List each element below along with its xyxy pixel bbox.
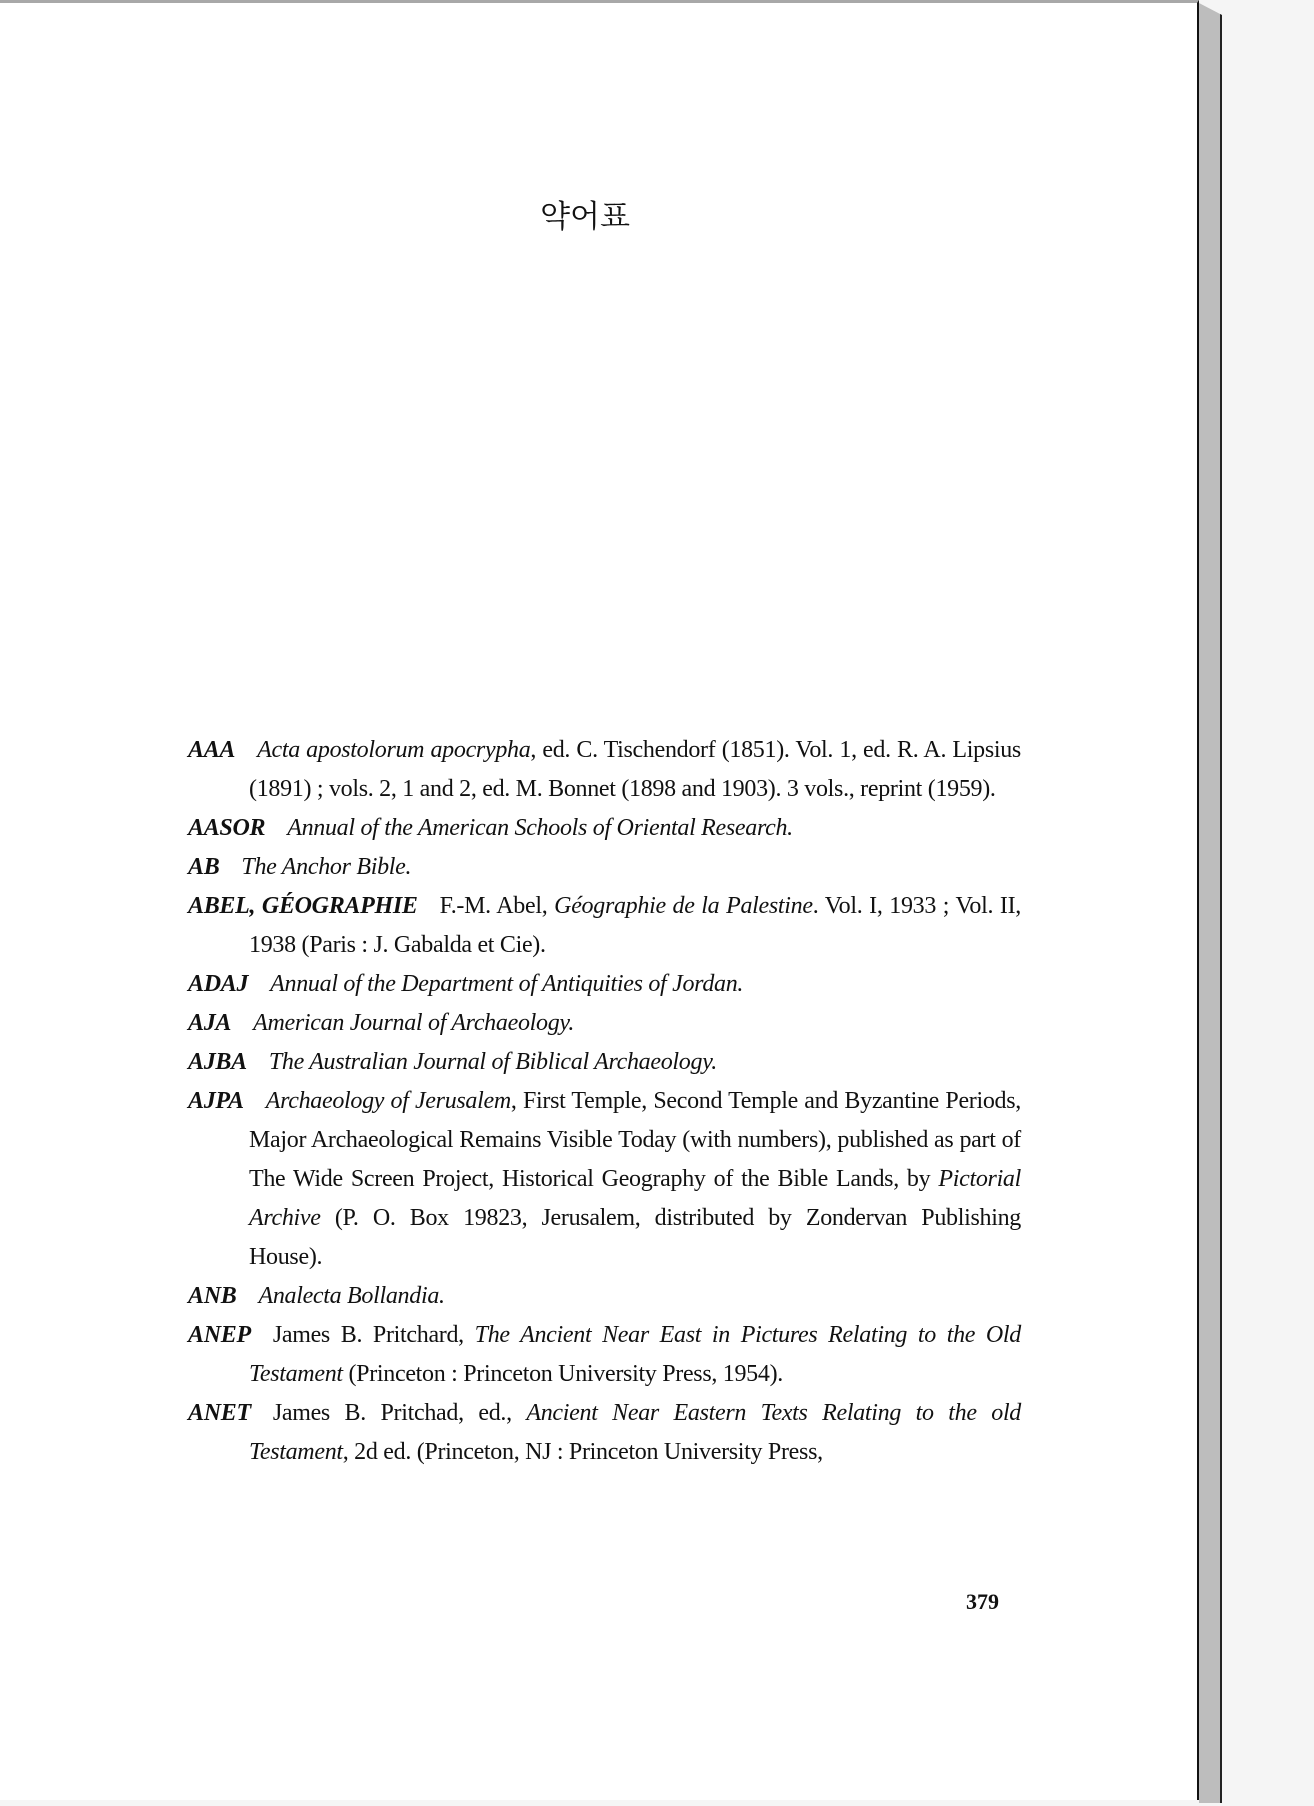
entry-text: . Vol. I, 1933 ; Vol. II, 1938 (Paris : J. Gabalda et Cie). — [249, 893, 1021, 958]
entry-text: , ed. C. Tischendorf (1851). Vol. 1, ed. R. A. Lipsius (1891) ; vols. 2, 1 and 2, ed. M. Bonnet (1898 and 1903). 3 vols., reprint (1959). — [249, 737, 1021, 802]
abbreviation-entry — [188, 1043, 1021, 1082]
abbreviation-term: AJA — [188, 1010, 232, 1036]
entry-title-text: Annual of the American Schools of Oriental Research. — [287, 815, 793, 841]
abbreviation-entry — [188, 887, 1021, 965]
entry-title-text: Analecta Bollandia. — [258, 1283, 445, 1309]
entry-title-text: Ancient Near Eastern Texts Relating to the old Testament — [249, 1400, 1022, 1465]
abbreviation-entry — [188, 731, 1021, 809]
entry-text: (Princeton : Princeton University Press, 1954). — [342, 1361, 783, 1387]
entry-title-text: Géographie de la Palestine — [554, 893, 813, 919]
entry-title-text: Acta apostolorum apocrypha — [257, 737, 531, 763]
abbreviation-term: AAA — [188, 737, 236, 763]
abbreviation-entry — [188, 1004, 1021, 1043]
entry-title-text: Archaeology of Jerusalem — [265, 1088, 511, 1114]
entry-title-text: Pictorial Archive — [249, 1166, 1021, 1231]
abbreviation-entry — [188, 1394, 1021, 1472]
abbreviation-entry — [188, 1082, 1021, 1277]
abbreviation-term: ABEL, GÉOGRAPHIE — [188, 893, 418, 919]
abbreviation-entry — [188, 809, 1021, 848]
entry-text: F.-M. Abel, — [439, 893, 555, 919]
abbreviation-list — [188, 731, 1021, 1472]
entry-title-text: The Anchor Bible. — [241, 854, 412, 880]
abbreviation-term: AASOR — [188, 815, 266, 841]
entry-title-text: The Ancient Near East in Pictures Relating to the Old Testament — [249, 1322, 1022, 1387]
entry-text: (P. O. Box 19823, Jerusalem, distributed by Zondervan Publishing House). — [249, 1205, 1021, 1270]
page-number: 379 — [966, 1589, 999, 1614]
entry-title-text: American Journal of Archaeology. — [253, 1010, 575, 1036]
abbreviation-term: ANET — [188, 1400, 251, 1426]
abbreviation-term: AB — [188, 854, 220, 880]
abbreviation-entry — [188, 848, 1021, 887]
abbreviation-term: ANB — [188, 1283, 237, 1309]
entry-title-text: Annual of the Department of Antiquities of Jordan. — [270, 971, 744, 997]
page-edge — [1199, 3, 1222, 1803]
abbreviation-term: ADAJ — [188, 971, 249, 997]
entry-title-text: The Australian Journal of Biblical Archaeology. — [268, 1049, 717, 1075]
abbreviation-term: AJPA — [188, 1088, 244, 1114]
abbreviation-entry — [188, 1277, 1021, 1316]
page-title: 약어표 — [540, 199, 630, 235]
abbreviation-term: ANEP — [188, 1322, 251, 1348]
entry-text: James B. Pritchard, — [272, 1322, 475, 1348]
abbreviation-term: AJBA — [188, 1049, 247, 1075]
abbreviation-entry — [188, 1316, 1021, 1394]
entry-text: James B. Pritchad, ed., — [272, 1400, 527, 1426]
entry-text: , 2d ed. (Princeton, NJ : Princeton University Press, — [342, 1439, 823, 1465]
entry-text: , First Temple, Second Temple and Byzantine Periods, Major Archaeological Remains Visible Today (with numbers), published as part of The Wide Screen Project, Historical Geography of the Bible Lands, by — [249, 1088, 1021, 1192]
abbreviation-entry — [188, 965, 1021, 1004]
